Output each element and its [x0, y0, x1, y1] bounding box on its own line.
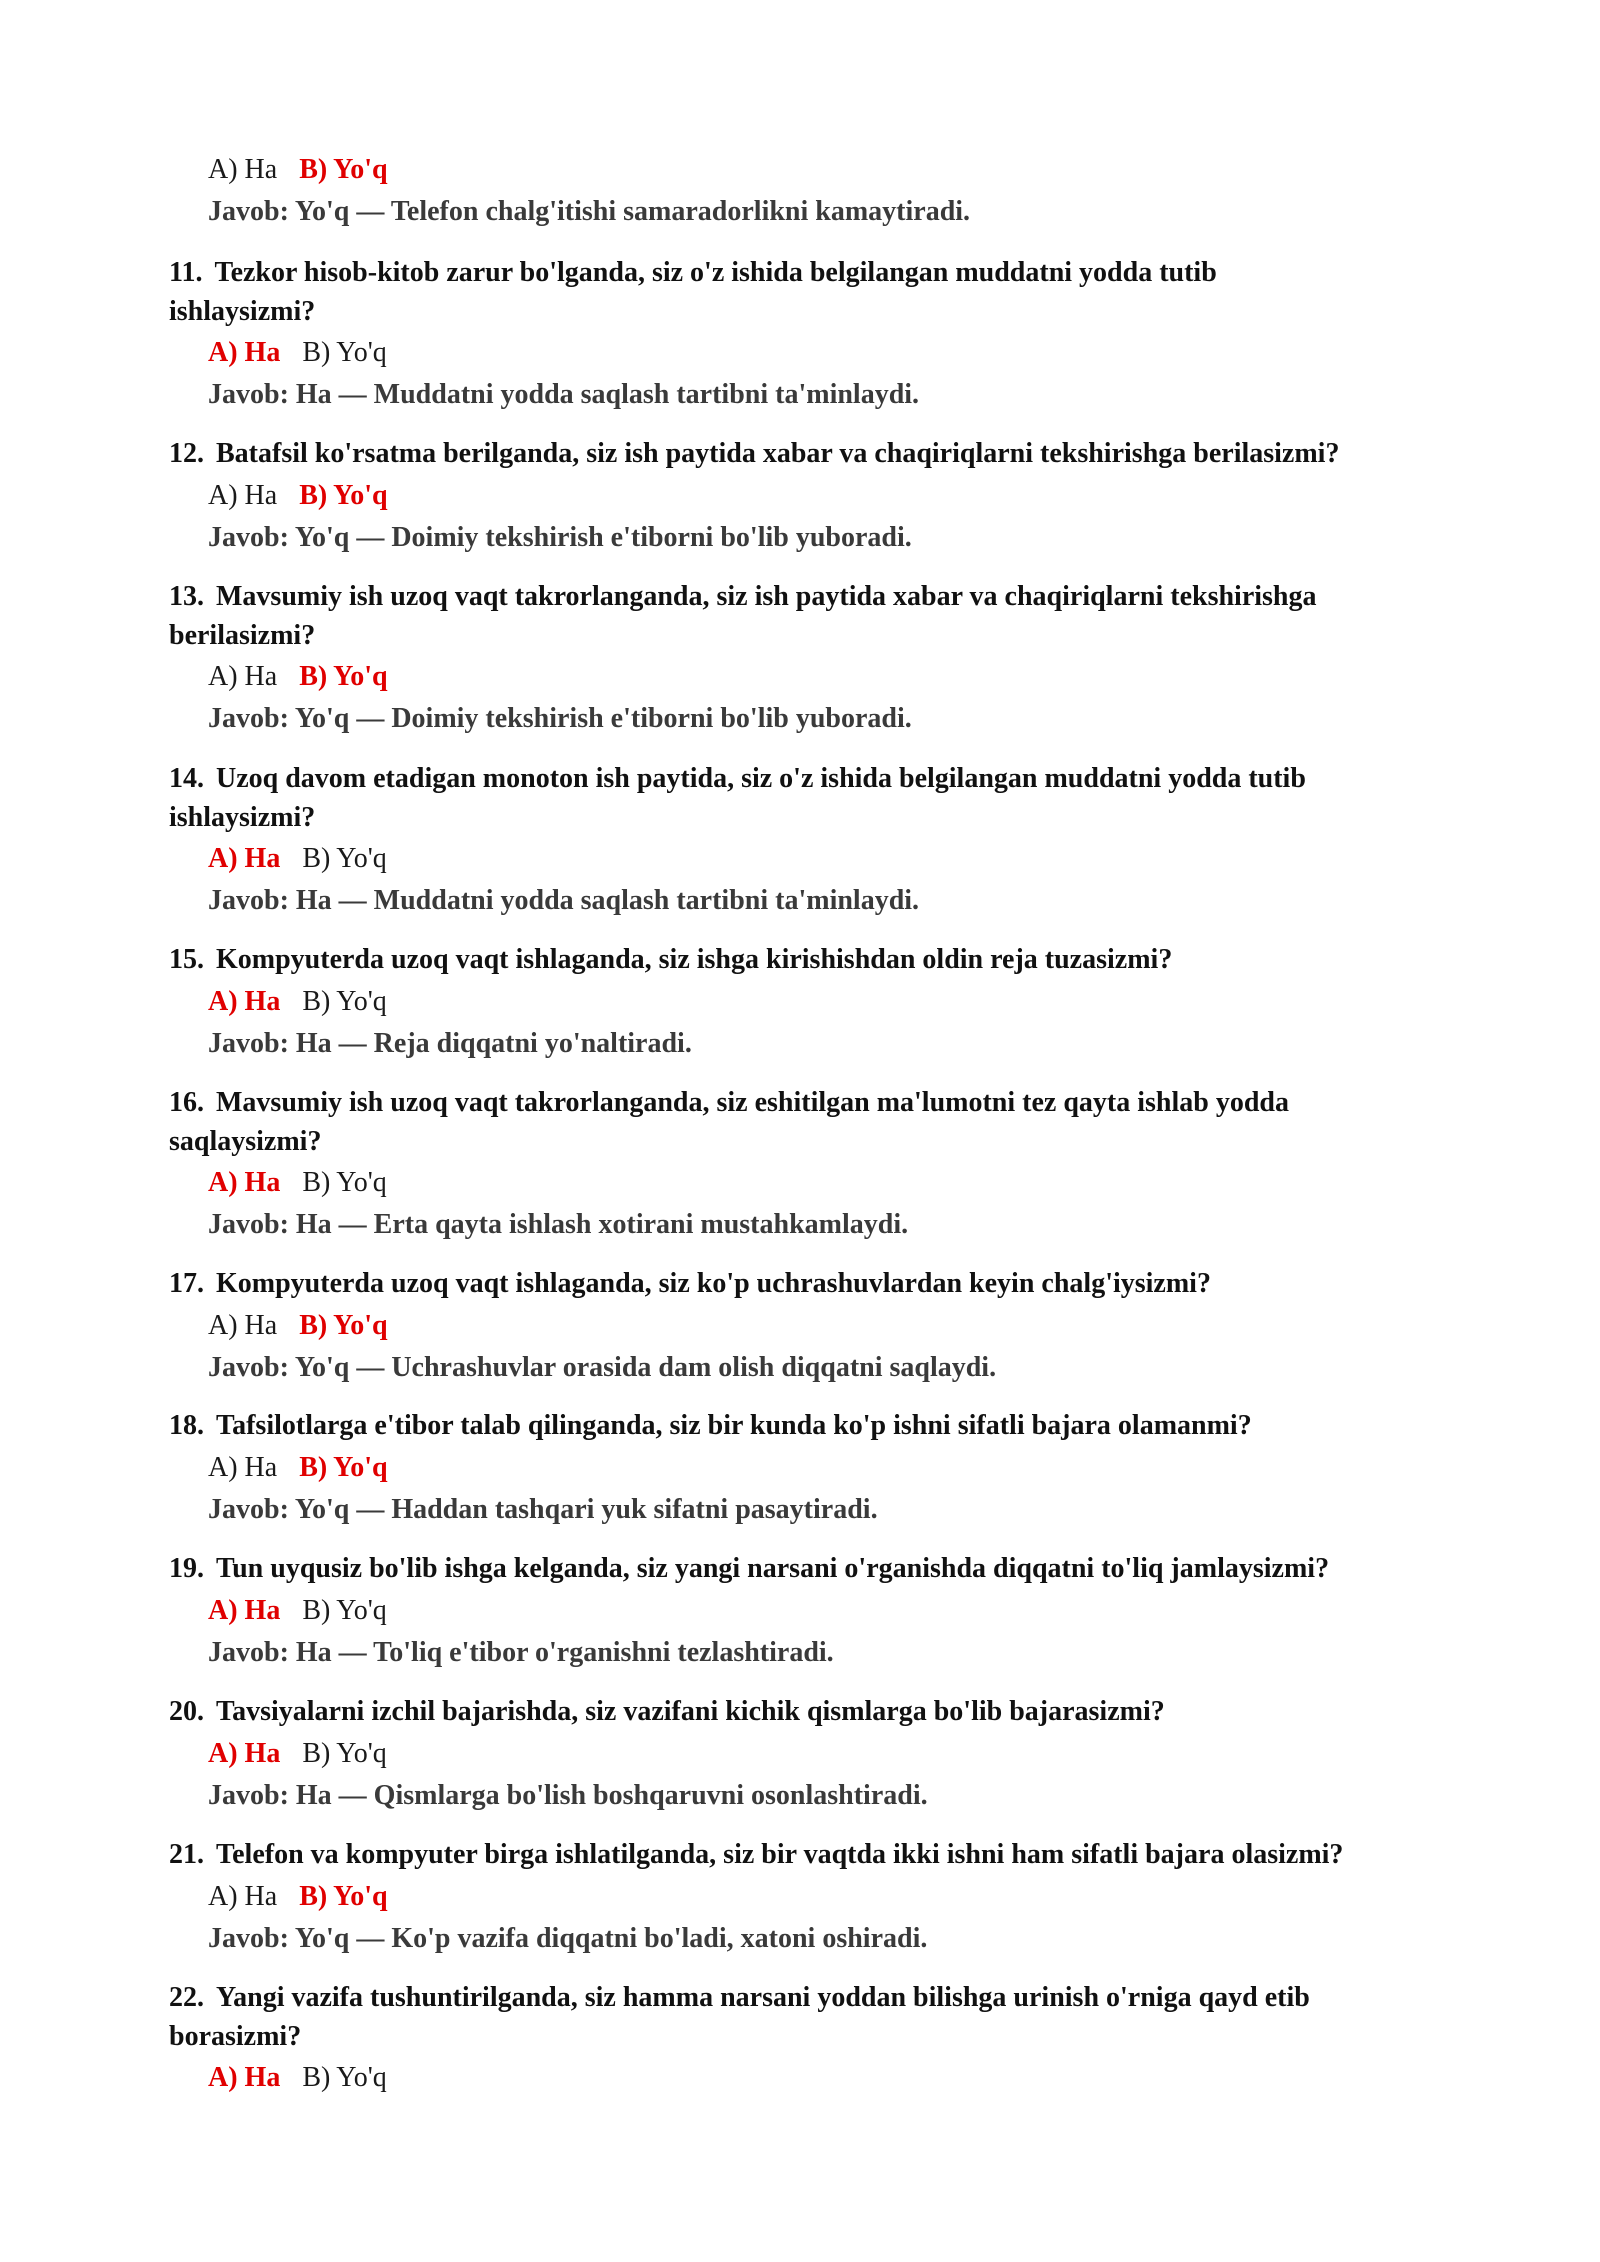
answer-line: Javob: Ha — To'liq e'tibor o'rganishni tezlashtiradi.: [208, 1637, 834, 1668]
options-row: [208, 477, 410, 515]
question-line: [169, 1265, 1211, 1303]
answer-line: Javob: Ha — Muddatni yodda saqlash tartibni ta'minlaydi.: [208, 885, 920, 916]
option-b[interactable]: B) Yo'q: [302, 1167, 387, 1198]
option-a-selected[interactable]: A) Ha: [208, 2062, 281, 2093]
question-number: 18.: [169, 1410, 204, 1441]
options-row: [208, 1878, 410, 1916]
question-text: Telefon va kompyuter birga ishlatilganda, siz bir vaqtda ikki ishni ham sifatli bajara olasizmi?: [216, 1839, 1344, 1870]
answer-line: Javob: Ha — Qismlarga bo'lish boshqaruvni osonlashtiradi.: [208, 1780, 928, 1811]
question-line-continued: berilasizmi?: [169, 620, 316, 651]
option-b-selected[interactable]: B) Yo'q: [299, 480, 388, 511]
question-text: Uzoq davom etadigan monoton ish paytida, siz o'z ishida belgilangan muddatni yodda tutib: [216, 763, 1306, 794]
option-a-selected[interactable]: A) Ha: [208, 1595, 281, 1626]
question-text: Batafsil ko'rsatma berilganda, siz ish paytida xabar va chaqiriqlarni tekshirishga berilasizmi?: [216, 438, 1340, 469]
answer-line: Javob: Yo'q — Uchrashuvlar orasida dam olish diqqatni saqlaydi.: [208, 1352, 997, 1383]
option-b-selected[interactable]: B) Yo'q: [299, 661, 388, 692]
option-a[interactable]: A) Ha: [208, 661, 278, 692]
option-b[interactable]: B) Yo'q: [302, 2062, 387, 2093]
answer-line: Javob: Yo'q — Doimiy tekshirish e'tiborni bo'lib yuboradi.: [208, 522, 912, 553]
answer-line: Javob: Yo'q — Telefon chalg'itishi samaradorlikni kamaytiradi.: [208, 196, 971, 227]
question-text: Mavsumiy ish uzoq vaqt takrorlanganda, siz eshitilgan ma'lumotni tez qayta ishlab yodda: [216, 1087, 1289, 1118]
options-row: [208, 1164, 409, 1202]
option-a[interactable]: A) Ha: [208, 1310, 278, 1341]
option-a[interactable]: A) Ha: [208, 480, 278, 511]
options-row: [208, 2059, 409, 2097]
options-row: [208, 334, 409, 372]
option-a-selected[interactable]: A) Ha: [208, 843, 281, 874]
question-text: Tafsilotlarga e'tibor talab qilinganda, siz bir kunda ko'p ishni sifatli bajara olamanmi?: [216, 1410, 1252, 1441]
question-number: 15.: [169, 944, 204, 975]
question-line-continued: ishlaysizmi?: [169, 296, 316, 327]
question-number: 12.: [169, 438, 204, 469]
options-row: [208, 1735, 409, 1773]
question-line-continued: saqlaysizmi?: [169, 1126, 322, 1157]
answer-line: Javob: Ha — Muddatni yodda saqlash tartibni ta'minlaydi.: [208, 379, 920, 410]
question-line: [169, 435, 1339, 473]
question-text: Mavsumiy ish uzoq vaqt takrorlanganda, siz ish paytida xabar va chaqiriqlarni tekshirishga: [216, 581, 1317, 612]
answer-line: Javob: Yo'q — Ko'p vazifa diqqatni bo'ladi, xatoni oshiradi.: [208, 1923, 928, 1954]
question-text: Tavsiyalarni izchil bajarishda, siz vazifani kichik qismlarga bo'lib bajarasizmi?: [216, 1696, 1165, 1727]
question-line: [169, 1836, 1343, 1874]
options-row: [208, 1592, 409, 1630]
question-text: Yangi vazifa tushuntirilganda, siz hamma narsani yoddan bilishga urinish o'rniga qayd etib: [216, 1982, 1310, 2013]
question-line: [169, 1407, 1252, 1445]
option-b[interactable]: B) Yo'q: [302, 337, 387, 368]
option-b-selected[interactable]: B) Yo'q: [299, 1452, 388, 1483]
option-b[interactable]: B) Yo'q: [302, 843, 387, 874]
question-number: 11.: [169, 257, 203, 288]
question-number: 22.: [169, 1982, 204, 2013]
options-row: [208, 1307, 410, 1345]
answer-line: Javob: Yo'q — Doimiy tekshirish e'tiborni bo'lib yuboradi.: [208, 703, 912, 734]
option-a-selected[interactable]: A) Ha: [208, 1738, 281, 1769]
option-a[interactable]: A) Ha: [208, 154, 278, 185]
question-line: [169, 1693, 1165, 1731]
question-number: 20.: [169, 1696, 204, 1727]
question-line: [169, 1084, 1289, 1122]
question-text: Kompyuterda uzoq vaqt ishlaganda, siz ishga kirishishdan oldin reja tuzasizmi?: [216, 944, 1173, 975]
question-line: [169, 941, 1172, 979]
question-number: 21.: [169, 1839, 204, 1870]
answer-line: Javob: Ha — Erta qayta ishlash xotirani mustahkamlaydi.: [208, 1209, 909, 1240]
options-row: [208, 840, 409, 878]
options-row: [208, 1449, 410, 1487]
option-a[interactable]: A) Ha: [208, 1881, 278, 1912]
question-number: 14.: [169, 763, 204, 794]
question-text: Kompyuterda uzoq vaqt ishlaganda, siz ko'p uchrashuvlardan keyin chalg'iysizmi?: [216, 1268, 1211, 1299]
answer-line: Javob: Ha — Reja diqqatni yo'naltiradi.: [208, 1028, 692, 1059]
answer-line: Javob: Yo'q — Haddan tashqari yuk sifatni pasaytiradi.: [208, 1494, 878, 1525]
question-line-continued: ishlaysizmi?: [169, 802, 316, 833]
question-text: Tun uyqusiz bo'lib ishga kelganda, siz yangi narsani o'rganishda diqqatni to'liq jamlaysizmi?: [216, 1553, 1330, 1584]
question-line: [169, 578, 1317, 616]
option-b-selected[interactable]: B) Yo'q: [299, 1881, 388, 1912]
option-a[interactable]: A) Ha: [208, 1452, 278, 1483]
question-text: Tezkor hisob-kitob zarur bo'lganda, siz o'z ishida belgilangan muddatni yodda tutib: [214, 257, 1217, 288]
option-b[interactable]: B) Yo'q: [302, 1738, 387, 1769]
option-b-selected[interactable]: B) Yo'q: [299, 154, 388, 185]
option-a-selected[interactable]: A) Ha: [208, 986, 281, 1017]
question-number: 17.: [169, 1268, 204, 1299]
question-line: [169, 1979, 1310, 2017]
question-number: 19.: [169, 1553, 204, 1584]
options-row: [208, 658, 410, 696]
option-a-selected[interactable]: A) Ha: [208, 337, 281, 368]
option-b-selected[interactable]: B) Yo'q: [299, 1310, 388, 1341]
question-number: 13.: [169, 581, 204, 612]
option-a-selected[interactable]: A) Ha: [208, 1167, 281, 1198]
question-number: 16.: [169, 1087, 204, 1118]
option-b[interactable]: B) Yo'q: [302, 1595, 387, 1626]
question-line: [169, 760, 1306, 798]
option-b[interactable]: B) Yo'q: [302, 986, 387, 1017]
question-line: [169, 254, 1217, 292]
options-row: [208, 151, 410, 189]
question-line-continued: borasizmi?: [169, 2021, 302, 2052]
question-line: [169, 1550, 1329, 1588]
options-row: [208, 983, 409, 1021]
